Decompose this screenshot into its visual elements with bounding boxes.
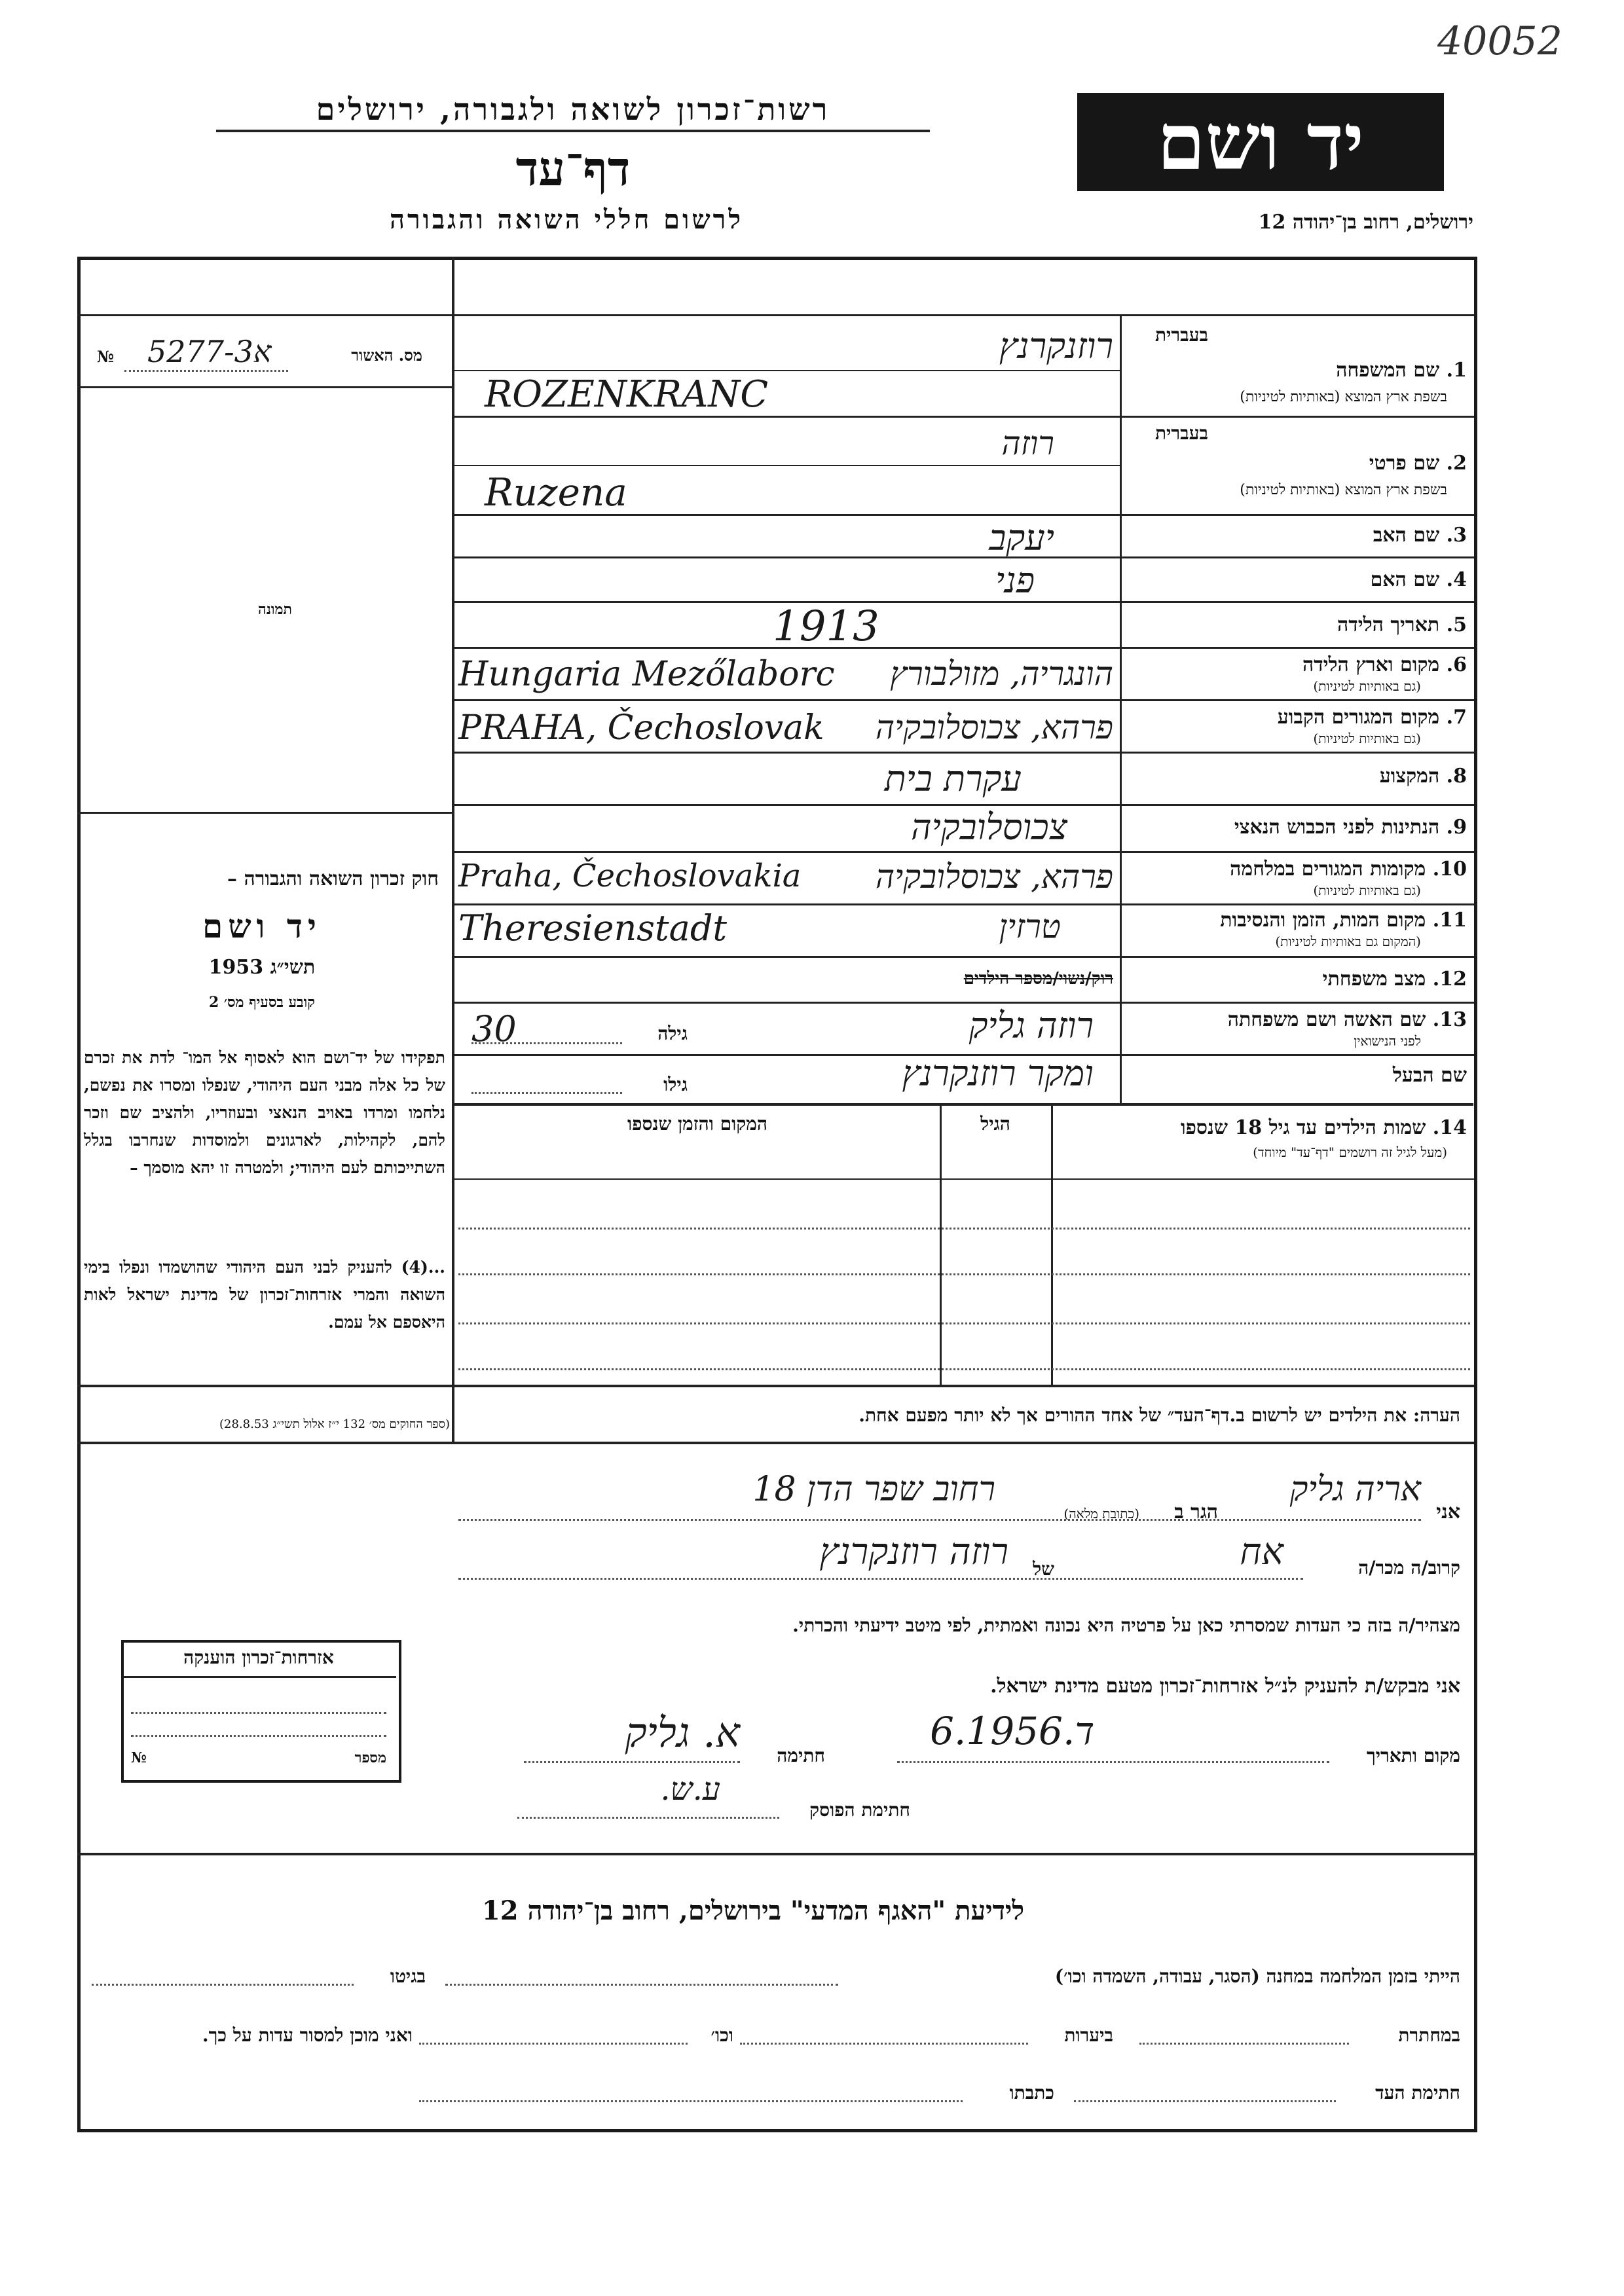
field-4-label-text: שם האם [1370, 568, 1440, 591]
occupation: עקרת בית [884, 758, 1022, 799]
marital-status-options: רוק/נשוי/מספר הילדים [963, 969, 1113, 989]
field-9-number: 9. [1446, 816, 1467, 839]
children-header-sub: (מעל לגיל זה רושמים "דף־עד" מיוחד) [1253, 1144, 1447, 1160]
declaration-date: 6.ד.1956 [930, 1709, 1095, 1753]
field-2-number: 2. [1446, 452, 1467, 475]
wife-age-label: גילה [657, 1023, 688, 1044]
field-1-lang: בעברית [1154, 324, 1208, 346]
field-4-number: 4. [1446, 568, 1467, 591]
of-label: של [1033, 1558, 1054, 1580]
law-reference: (ספר החוקים מס׳ 132 י״ז אלול תשי״ג 28.8.53) [219, 1417, 450, 1431]
relation-label: קרוב/ה מכר/ה [1358, 1557, 1460, 1578]
relation-value: אח [1240, 1531, 1283, 1573]
residence-hebrew: פרהא, צכוסלובקיה [875, 708, 1113, 746]
field-5-number: 5. [1446, 613, 1467, 636]
field-3-label-text: שם האב [1373, 524, 1440, 547]
wartime-residence-hebrew: פרהא, צכוסלובקיה [875, 858, 1113, 896]
field-10-sub: (גם באותיות לטיניות) [1313, 883, 1421, 898]
note: הערה: את הילדים יש לרשום ב.דף־העד״ של אחד ההורים אך לא יותר מפעם אחת. [858, 1404, 1460, 1426]
field-6-sub: (גם באותיות לטיניות) [1313, 678, 1421, 694]
footer-line1-b: בגיטו [390, 1965, 426, 1987]
field-13-sub: לפני הנישואין [1354, 1033, 1421, 1049]
children-header [1061, 1116, 1467, 1139]
first-name-latin: Ruzena [485, 470, 627, 515]
field-2-label [1133, 452, 1467, 475]
field-1-sub: בשפת ארץ המוצא (באותיות לטיניות) [1240, 389, 1447, 405]
declarant-name: אריה גליק [1289, 1470, 1421, 1509]
children-age-header: הגיל [980, 1113, 1010, 1135]
field-13-label-text: שם האשה ושם משפחתה [1227, 1008, 1426, 1031]
children-number: 14. [1432, 1116, 1467, 1139]
husband-label: שם הבעל [1392, 1064, 1467, 1087]
footer-line2-d: ואני מוכן למסור עדות על כך. [202, 2024, 413, 2046]
law-year: תשי״ג 1953 [208, 956, 316, 979]
children-place-header: המקום והזמן שנספו [627, 1113, 767, 1135]
approval-number: 5277-3א [147, 334, 272, 369]
place-date-label: מקום ותאריך [1366, 1745, 1460, 1766]
field-7-sub: (גם באותיות לטיניות) [1313, 731, 1421, 746]
wife-name: רוזה גליק [969, 1005, 1094, 1046]
death-place-latin: Theresienstadt [458, 907, 728, 949]
law-name: יד ושם [202, 907, 322, 945]
declaration-request: אני מבקש/ת להעניק לנ״ל אזרחות־זכרון מטעם מדינת ישראל. [990, 1675, 1460, 1698]
field-11-sub: (המקום גם באותיות לטיניות) [1275, 934, 1421, 949]
footer-line2-a: במחתרת [1398, 2024, 1460, 2046]
field-13-label [1133, 1008, 1467, 1031]
field-3-label [1133, 524, 1467, 547]
field-8-label [1133, 765, 1467, 788]
photo-label: תמונה [258, 601, 292, 618]
residence-latin: PRAHA, Čechoslovak [458, 708, 824, 748]
officer-signature: ע.ש. [660, 1771, 720, 1808]
mother-name: פני [995, 560, 1035, 601]
law-text-2: ...(4) להעניק לבני העם היהודי שהושמדו ונפלו בימי השואה והמרי אזרחות־זכרון של מדינת ישראל לאות היאספם אל עמם. [84, 1258, 445, 1332]
field-7-label-text: מקום המגורים הקבוע [1277, 706, 1440, 729]
field-7-label [1133, 706, 1467, 729]
approval-no-prefix: № [97, 347, 115, 366]
declarant-signature: א. גליק [625, 1709, 740, 1757]
form-subtitle: לרשום חללי השואה והגבורה [389, 204, 744, 235]
law-section: קובע בסעיף מס׳ 2 [208, 994, 316, 1011]
father-name: יעקב [989, 517, 1054, 558]
victim-name-reference: רוזה רוזנקרנץ [819, 1531, 1008, 1573]
field-12-label [1133, 968, 1467, 991]
citizenship-box-title: אזרחות־זכרון הוענקה [183, 1647, 334, 1668]
field-8-number: 8. [1446, 765, 1467, 788]
field-12-number: 12. [1432, 968, 1467, 991]
field-5-label-text: תאריך הלידה [1337, 613, 1440, 636]
field-10-number: 10. [1432, 858, 1467, 881]
field-1-label [1133, 359, 1467, 382]
field-4-label [1133, 568, 1467, 591]
field-13-number: 13. [1432, 1008, 1467, 1031]
field-1-label-text: שם המשפחה [1336, 359, 1440, 382]
form-title: דף־עד [515, 141, 631, 196]
law-text-1: תפקידו של יד־ושם הוא לאסוף אל המו־ לדת את זכרם של כל אלה מבני העם היהודי, שנפלו ומסרו את נפשם, נלחמו ומרדו באויב הנאצי ובעוזריו, ולהציב שם וזכר להם, לקהילות, לארגונים ולמוסדות שנחרבו בגלל השתייכותם לעם היהודי; ולמטרה זו יהא מוסמך – [84, 1048, 445, 1177]
first-name-hebrew: רוזה [1001, 424, 1054, 462]
declarant-address: רחוב שפר הדן 18 [752, 1470, 995, 1509]
authority-title: רשות־זכרון לשואה ולגבורה, ירושלים [316, 92, 830, 127]
declaration-i-label: אני [1436, 1501, 1460, 1523]
field-2-lang: בעברית [1154, 422, 1208, 444]
field-12-label-text: מצב משפחתי [1322, 968, 1426, 991]
law-title: חוק זכרון השואה והגבורה – [227, 867, 439, 890]
birth-place-latin: Hungaria Mezőlaborc [458, 655, 835, 694]
field-6-label-text: מקום וארץ הלידה [1302, 653, 1440, 676]
field-11-label-text: מקום המות, הזמן והנסיבות [1220, 909, 1426, 932]
field-10-label [1133, 858, 1467, 881]
field-1-number: 1. [1446, 359, 1467, 382]
resident-label: הגר ב [1174, 1501, 1218, 1523]
field-5-label [1133, 613, 1467, 636]
approval-label: מס. האשור [351, 346, 422, 365]
field-11-number: 11. [1432, 909, 1467, 932]
birth-place-hebrew: הונגריה, מזולבורץ [890, 655, 1113, 693]
birth-date: 1913 [773, 602, 879, 651]
signature-label: חתימה [777, 1745, 825, 1766]
field-6-number: 6. [1446, 653, 1467, 676]
death-place-hebrew: טרזין [999, 907, 1061, 945]
family-name-hebrew: רוזנקרנץ [999, 325, 1113, 367]
field-8-label-text: המקצוע [1379, 765, 1440, 788]
yad-vashem-logo: יד ושם [1077, 93, 1444, 191]
wartime-residence-latin: Praha, Čechoslovakia [458, 858, 802, 894]
citizenship-number-label: מספר [354, 1749, 386, 1766]
footer-title: לידיעת "האגף המדעי" בירושלים, רחוב בן־יהודה 12 [481, 1895, 1025, 1926]
children-header-text: שמות הילדים עד גיל 18 שנספו [1180, 1116, 1426, 1139]
footer-line3-b: כתבתו [1009, 2082, 1054, 2104]
field-3-number: 3. [1446, 524, 1467, 547]
field-10-label-text: מקומות המגורים במלחמה [1230, 858, 1426, 881]
footer-line2-b: ביערות [1064, 2024, 1113, 2046]
officer-signature-label: חתימת הפוסק [809, 1799, 910, 1821]
address-hint: (כתובת מלאה) [1063, 1506, 1139, 1522]
field-7-number: 7. [1446, 706, 1467, 729]
field-9-label-text: הנתינות לפני הכבוש הנאצי [1234, 816, 1440, 839]
corner-mark: 40052 [1437, 18, 1562, 64]
footer-line3-a: חתימת העד [1375, 2082, 1460, 2104]
declaration-statement: מצהיר/ה בזה כי העדות שמסרתי כאן על פרטיה היא נכונה ואמתית, לפי מיטב ידיעתי והכרתי. [792, 1614, 1460, 1636]
address: ירושלים, רחוב בן־יהודה 12 [1258, 211, 1473, 234]
husband-name: ומקר רוזנקרנץ [902, 1053, 1094, 1094]
footer-line2-c: וכו׳ [710, 2024, 733, 2046]
field-2-label-text: שם פרטי [1369, 452, 1440, 475]
husband-age-label: גילו [663, 1074, 688, 1095]
nationality: צכוסלובקיה [910, 807, 1067, 848]
field-11-label [1133, 909, 1467, 932]
citizenship-no-prefix: № [131, 1749, 147, 1766]
wife-age: 30 [471, 1008, 517, 1049]
field-6-label [1133, 653, 1467, 676]
footer-line1-a: הייתי בזמן המלחמה במחנה (הסגר, עבודה, השמדה וכו׳) [1054, 1965, 1460, 1987]
family-name-latin: ROZENKRANC [485, 373, 769, 416]
field-9-label [1133, 816, 1467, 839]
field-2-sub: בשפת ארץ המוצא (באותיות לטיניות) [1240, 482, 1447, 498]
